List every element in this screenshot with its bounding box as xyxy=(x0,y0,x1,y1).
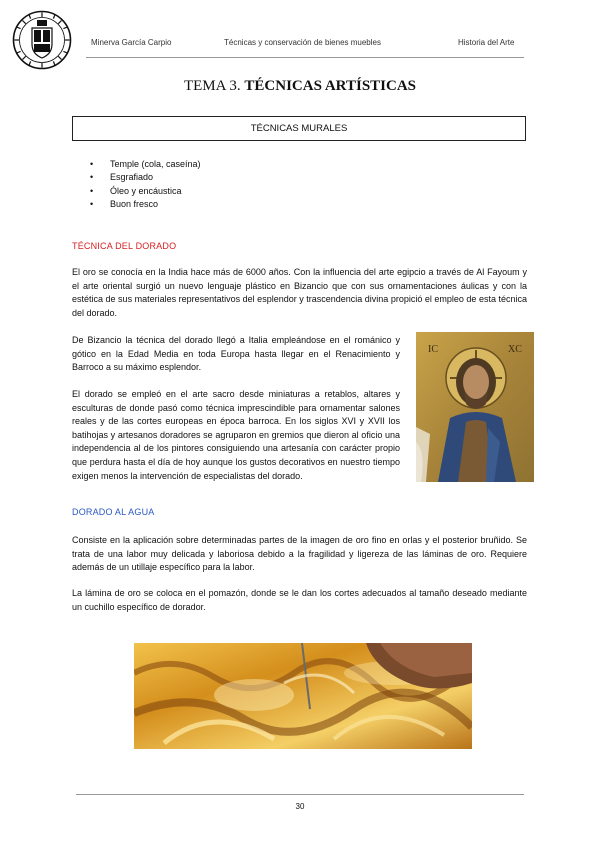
header-subject: Historia del Arte xyxy=(458,38,515,47)
list-item: • Esgrafiado xyxy=(90,171,201,184)
paragraph: El oro se conocía en la India hace más de 6000 años. Con la influencia del arte egipcio a través de Al Fayoum y el arte oriental surgió un nuevo lenguaje plástico en Bizancio que con sus ornamentaciones áulicas y con la estética de sus materiales representativos del esplendor y trascendencia divina propició el empleo de esta técnica del dorado. xyxy=(72,267,527,318)
list-item: • Buon fresco xyxy=(90,198,201,211)
header-divider xyxy=(86,57,524,58)
technique-list xyxy=(90,158,201,212)
page-title xyxy=(0,78,600,95)
paragraph: De Bizancio la técnica del dorado llegó a Italia empleándose en el románico y gótico en la Edad Media en toda Europa hasta llegar en el Renacimiento y Barroco a su máximo esplendor. xyxy=(72,335,400,373)
header-author: Minerva García Carpio xyxy=(91,38,172,47)
gold-leaf-photo xyxy=(134,643,472,749)
svg-text:XC: XC xyxy=(508,344,522,355)
list-item: • Temple (cola, caseína) xyxy=(90,158,201,171)
boxed-section-heading: TÉCNICAS MURALES xyxy=(72,116,526,141)
section-heading-gilding: TÉCNICA DEL DORADO xyxy=(72,241,177,251)
paragraph: La lámina de oro se coloca en el pomazón, donde se le dan los cortes adecuados al tamaño deseado mediante un cuchillo específico de dorador. xyxy=(72,588,527,612)
header-course: Técnicas y conservación de bienes muebles xyxy=(224,38,381,47)
paragraph: El dorado se empleó en el arte sacro desde miniaturas a retablos, altares y esculturas de donde pasó como técnica imprescindible para ornamentar salones reales y de las cortes europeas en época barroca. En los siglos XVI y XVII los batihojas y artesanos doradores se agruparon en gremios que dieron al oficio una independencia al de los pintores consiguiendo una artesanía con carácter propio que perdura hasta el día de hoy aunque los gustos decorativos en nuestro tiempo exigen menos la intervención de especialistas del dorado. xyxy=(72,389,400,481)
title-prefix: TEMA 3. xyxy=(183,78,241,94)
title-main: TÉCNICAS ARTÍSTICAS xyxy=(244,78,417,94)
svg-text:IC: IC xyxy=(428,344,438,355)
list-item: • Óleo y encáustica xyxy=(90,185,201,198)
paragraph: Consiste en la aplicación sobre determinadas partes de la imagen de oro fino en orlas y el posterior bruñido. Se trata de una labor muy delicada y laboriosa debido a la fragilidad y ligereza de las láminas de oro. Requiere además de un utillaje específico para la labor. xyxy=(72,535,527,573)
page-number: 30 xyxy=(295,802,305,811)
footer-divider xyxy=(76,794,524,795)
university-seal-logo xyxy=(12,10,72,70)
byzantine-mosaic-image xyxy=(416,332,534,482)
section-heading-water-gilding: DORADO AL AGUA xyxy=(72,507,155,517)
